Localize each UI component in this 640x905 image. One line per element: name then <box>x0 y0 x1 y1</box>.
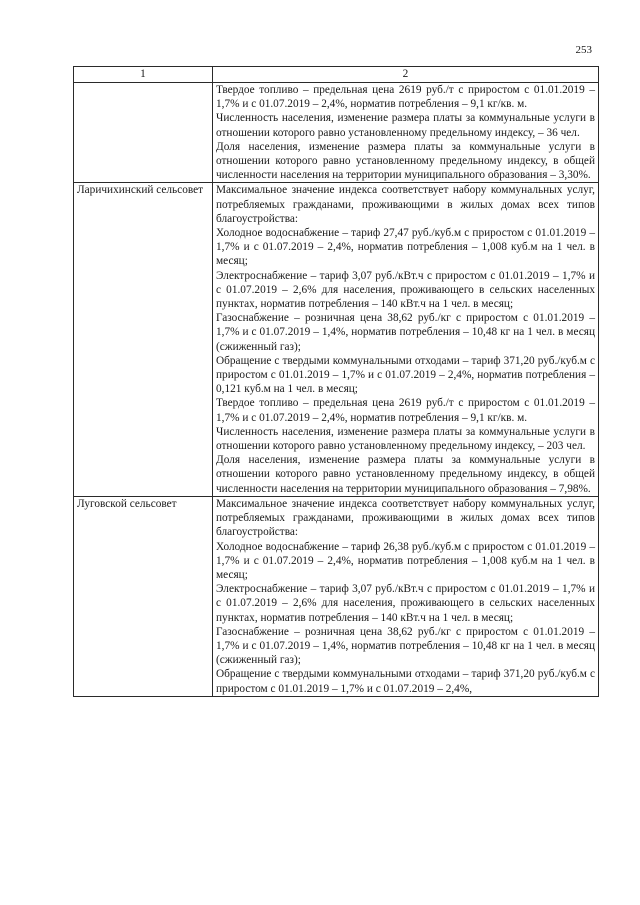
paragraph: Холодное водоснабжение – тариф 27,47 руб./куб.м с приростом с 01.01.2019 – 1,7% и с 01.07.2019 – 2,4%, норматив потребления – 1,008 куб.м на 1 чел. в месяц; <box>216 227 595 268</box>
page-number: 253 <box>575 44 592 56</box>
table-header-row <box>74 67 599 83</box>
paragraph: Доля населения, изменение размера платы за коммунальные услуги в отношении которого равно установленному предельному индексу, в общей численности населения на территории муниципального образования – 7,98%. <box>216 454 595 495</box>
indicator-text <box>213 183 599 496</box>
paragraph: Электроснабжение – тариф 3,07 руб./кВт.ч с приростом с 01.01.2019 – 1,7% и с 01.07.2019 – 2,6% для населения, проживающего в сельских населенных пунктах, норматив потребления – 140 кВт.ч на 1 чел. в месяц; <box>216 269 595 311</box>
municipality-name: Ларичихинский сельсовет <box>74 183 213 496</box>
municipality-name: Луговской сельсовет <box>74 496 213 696</box>
table-row <box>74 83 599 183</box>
paragraph: Обращение с твердыми коммунальными отходами – тариф 371,20 руб./куб.м с приростом с 01.01.2019 – 1,7% и с 01.07.2019 – 2,4%, норматив потребления – 0,121 куб.м на 1 чел. в месяц; <box>216 354 595 396</box>
paragraph: Численность населения, изменение размера платы за коммунальные услуги в отношении которого равно установленному предельному индексу, – 36 чел. <box>216 112 595 139</box>
paragraph: Численность населения, изменение размера платы за коммунальные услуги в отношении которого равно установленному предельному индексу, – 203 чел. <box>216 425 595 453</box>
paragraph: Газоснабжение – розничная цена 38,62 руб./кг с приростом с 01.01.2019 – 1,7% и с 01.07.2019 – 1,4%, норматив потребления – 10,48 кг на 1 чел. в месяц (сжиженный газ); <box>216 625 595 667</box>
municipality-name <box>74 83 213 183</box>
column-header-1: 1 <box>74 67 213 83</box>
document-table <box>73 66 599 697</box>
column-header-2: 2 <box>213 67 599 83</box>
paragraph: Твердое топливо – предельная цена 2619 руб./т с приростом с 01.01.2019 – 1,7% и с 01.07.2019 – 2,4%, норматив потребления – 9,1 кг/кв. м. <box>216 84 595 111</box>
paragraph: Обращение с твердыми коммунальными отходами – тариф 371,20 руб./куб.м с приростом с 01.01.2019 – 1,7% и с 01.07.2019 – 2,4%, <box>216 668 595 695</box>
indicator-text <box>213 83 599 183</box>
paragraph: Твердое топливо – предельная цена 2619 руб./т с приростом с 01.01.2019 – 1,7% и с 01.07.2019 – 2,4%, норматив потребления – 9,1 кг/кв. м. <box>216 397 595 424</box>
table-row <box>74 183 599 496</box>
indicator-text <box>213 496 599 696</box>
paragraph: Электроснабжение – тариф 3,07 руб./кВт.ч с приростом с 01.01.2019 – 1,7% и с 01.07.2019 – 2,6% для населения, проживающего в сельских населенных пунктах, норматив потребления – 140 кВт.ч на 1 чел. в месяц; <box>216 583 595 624</box>
paragraph: Газоснабжение – розничная цена 38,62 руб./кг с приростом с 01.01.2019 – 1,7% и с 01.07.2019 – 1,4%, норматив потребления – 10,48 кг на 1 чел. в месяц (сжиженный газ); <box>216 312 595 353</box>
paragraph: Холодное водоснабжение – тариф 26,38 руб./куб.м с приростом с 01.01.2019 – 1,7% и с 01.07.2019 – 2,4%, норматив потребления – 1,008 куб.м на 1 чел. в месяц; <box>216 540 595 581</box>
paragraph: Доля населения, изменение размера платы за коммунальные услуги в отношении которого равно установленному предельному индексу, в общей численности населения на территории муниципального образования – 3,30%. <box>216 140 595 182</box>
paragraph: Максимальное значение индекса соответствует набору коммунальных услуг, потребляемых гражданами, проживающими в жилых домах всех типов благоустройства: <box>216 497 595 539</box>
table-row <box>74 496 599 696</box>
paragraph: Максимальное значение индекса соответствует набору коммунальных услуг, потребляемых гражданами, проживающими в жилых домах всех типов благоустройства: <box>216 184 595 225</box>
